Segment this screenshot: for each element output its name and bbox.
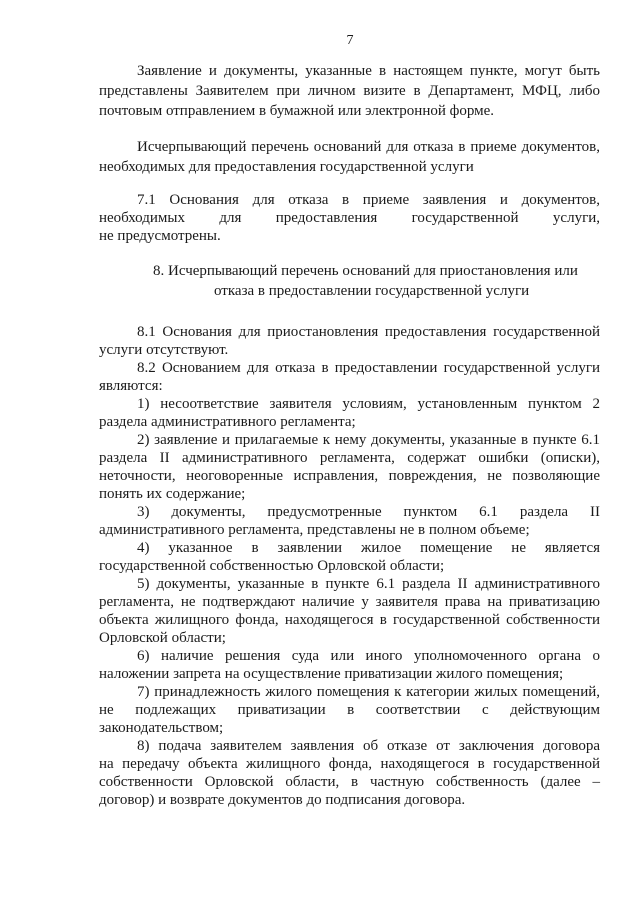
p7-1-line-2: необходимых для предоставления государственной услуги, [99,210,600,226]
p7-1-line-1: 7.1 Основания для отказа в приеме заявления и документов, [137,192,600,208]
item-8-line-1: 8) подача заявителем заявления об отказе от заключения договора [137,738,600,754]
section-8-heading-line-2: отказа в предоставлении государственной услуги [214,283,530,299]
item-5-line-4: Орловской области; [99,630,226,646]
grounds-heading-line-1: Исчерпывающий перечень оснований для отказа в приеме документов, [137,139,600,155]
item-4-line-2: государственной собственностью Орловской области; [99,558,445,574]
p8-2-line-1: 8.2 Основанием для отказа в предоставлении государственной услуги [137,360,600,376]
item-4-line-1: 4) указанное в заявлении жилое помещение не является [137,540,600,556]
item-8-line-2: на передачу объекта жилищного фонда, находящегося в государственной [99,756,600,772]
item-2-line-2: раздела II административного регламента, содержат ошибки (описки), [99,450,600,466]
item-3-line-1: 3) документы, предусмотренные пунктом 6.1 раздела II [137,504,600,520]
item-2-line-4: понять их содержание; [99,486,246,502]
item-2-line-1: 2) заявление и прилагаемые к нему документы, указанные в пункте 6.1 [137,432,600,448]
intro-line-2: представлены Заявителем при личном визите в Департамент, МФЦ, либо [99,83,600,99]
item-6-line-1: 6) наличие решения суда или иного уполномоченного органа о [137,648,600,664]
p7-1-line-3: не предусмотрены. [99,228,221,244]
p8-1-line-2: услуги отсутствуют. [99,342,229,358]
intro-line-1: Заявление и документы, указанные в настоящем пункте, могут быть [137,63,600,79]
item-2-line-3: неточности, неоговоренные исправления, повреждения, не позволяющие [99,468,600,484]
item-5-line-2: регламента, не подтверждают наличие у заявителя права на приватизацию [99,594,600,610]
item-7-line-3: законодательством; [99,720,224,736]
item-8-line-3: собственности Орловской области, в частную собственность (далее – [99,774,600,790]
item-1-line-2: раздела административного регламента; [99,414,356,430]
item-6-line-2: наложении запрета на осуществление приватизации жилого помещения; [99,666,564,682]
item-1-line-1: 1) несоответствие заявителя условиям, установленным пунктом 2 [137,396,600,412]
page-number: 7 [346,33,354,48]
intro-line-3: почтовым отправлением в бумажной или электронной форме. [99,103,495,119]
item-3-line-2: административного регламента, представлены не в полном объеме; [99,522,530,538]
item-7-line-1: 7) принадлежность жилого помещения к категории жилых помещений, [137,684,600,700]
section-8-heading-line-1: 8. Исчерпывающий перечень оснований для приостановления или [153,263,578,279]
p8-2-line-2: являются: [99,378,163,394]
item-8-line-4: договор) и возврате документов до подписания договора. [99,792,466,808]
grounds-heading-line-2: необходимых для предоставления государственной услуги [99,159,474,175]
item-7-line-2: не подлежащих приватизации в соответствии с действующим [99,702,600,718]
p8-1-line-1: 8.1 Основания для приостановления предоставления государственной [137,324,600,340]
item-5-line-1: 5) документы, указанные в пункте 6.1 раздела II административного [137,576,600,592]
item-5-line-3: объекта жилищного фонда, находящегося в государственной собственности [99,612,600,628]
